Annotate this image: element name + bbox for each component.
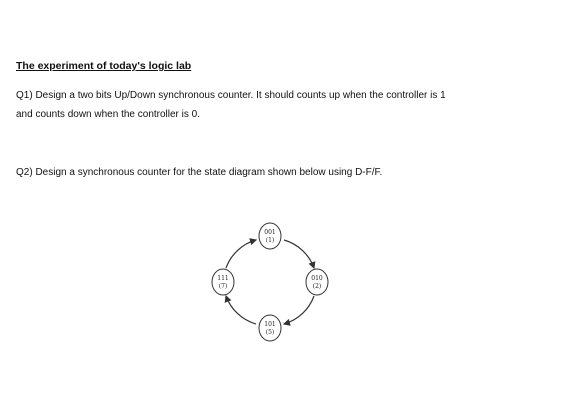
state-code: 101 (264, 321, 276, 328)
state-index: (1) (265, 237, 275, 244)
state-index: (5) (265, 329, 275, 336)
question-1-line-2: and counts down when the controller is 0. (16, 109, 200, 120)
state-code: 010 (311, 275, 323, 282)
state-111 (212, 269, 234, 295)
state-101 (259, 315, 281, 341)
state-index: (7) (218, 283, 228, 290)
page-title: The experiment of today's logic lab (16, 60, 192, 72)
question-1-line-1: Q1) Design a two bits Up/Down synchronous counter. It should counts up when the controller is 1 (16, 90, 446, 101)
transition-001-to-010 (284, 240, 314, 268)
state-code: 111 (217, 275, 229, 282)
question-2: Q2) Design a synchronous counter for the state diagram shown below using D-F/F. (16, 167, 383, 178)
transition-101-to-111 (226, 296, 256, 324)
transition-111-to-001 (226, 240, 256, 268)
state-code: 001 (264, 229, 276, 236)
transition-010-to-101 (284, 296, 314, 324)
state-001 (259, 223, 281, 249)
state-010 (306, 269, 328, 295)
state-index: (2) (312, 283, 322, 290)
